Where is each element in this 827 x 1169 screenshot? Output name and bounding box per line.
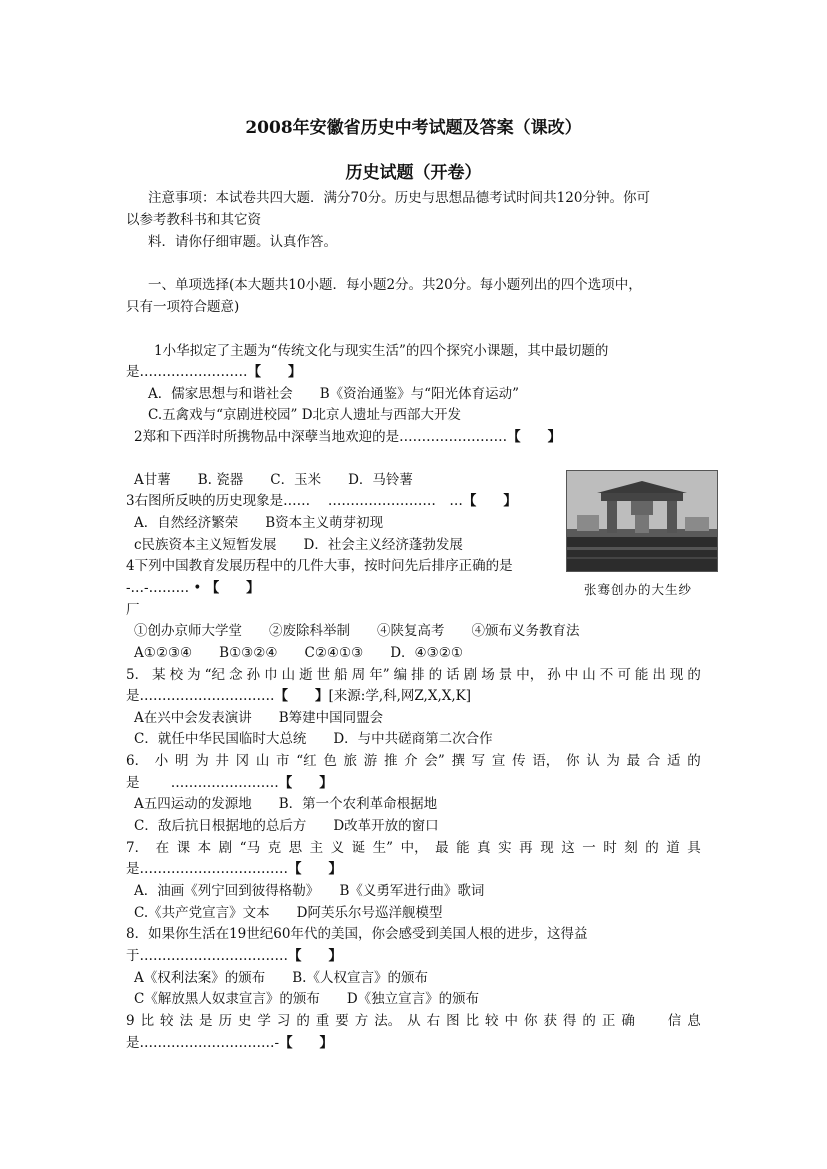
q7-word: 具: [687, 840, 701, 856]
q8-options-2: C《解放黑人奴隶宣言》的颁布 D《独立宣言》的颁布: [134, 991, 480, 1007]
q5-word: 船: [334, 667, 348, 683]
q5-word: 山: [281, 667, 296, 683]
q7-word: 思: [288, 840, 303, 856]
q1-options-2: C.五禽戏与“京剧进校园” D北京人遗址与西部大开发: [148, 407, 462, 423]
q6-word: 为: [195, 753, 209, 769]
q5-stem-dots: 是…………………………: [126, 688, 275, 704]
q7-options-2: C.《共产党宣言》文本 D阿芙乐尔号巡洋舰模型: [134, 905, 443, 921]
q9-word: 的: [582, 1013, 596, 1029]
q9-word: 比: [465, 1013, 480, 1029]
q7-word: 生”: [372, 840, 394, 856]
q6-word: 井: [215, 753, 229, 769]
q2-options: A甘薯 B. 瓷器 C．玉米 D．马铃薯: [134, 472, 413, 488]
q9-stem-dots: 是…………………………-: [126, 1035, 280, 1051]
q7-word: 克: [267, 840, 282, 856]
q1-stem-cont: [126, 362, 302, 382]
q5-word: 念: [229, 667, 243, 683]
q4-stem-cont: [126, 578, 260, 598]
q6-word: 你: [565, 753, 580, 769]
q7-word: 再: [519, 840, 533, 856]
notice-line-2: 以参考教科书和其它资: [126, 212, 261, 228]
q5-answer-bracket: 【 】: [274, 688, 329, 704]
q7-word: 诞: [351, 840, 366, 856]
q5-word: 不: [599, 667, 614, 683]
q6-options-1: A五四运动的发源地 B．第一个农利革命根据地: [134, 796, 438, 812]
q9-word: 你: [523, 1013, 538, 1029]
q7-stem-cont: [126, 859, 342, 879]
q7-options-1: A．油画《列宁回到彼得格勒》 B《义勇军进行曲》歌词: [134, 883, 485, 899]
q6-stem-cont: [126, 773, 333, 793]
q2-stem-text: 2郑和下西洋时所携物品中深孽当地欢迎的是……………………: [134, 429, 508, 445]
q6-word: 最: [626, 753, 641, 769]
q9-answer-bracket: 【 】: [279, 1035, 334, 1051]
q9-word: 较: [485, 1013, 499, 1029]
q5-word: 中: [564, 667, 579, 683]
q6-word: 会”: [424, 753, 445, 769]
q5-word: 可: [617, 667, 631, 683]
q4-stem: 4下列中国教育发展历程中的几件大事，按时问先后排序正确的是: [126, 558, 513, 574]
q9-word: 史: [237, 1013, 252, 1029]
q5-word: 孙: [246, 667, 261, 683]
q3-stem: [126, 491, 517, 511]
q3-answer-bracket: 【 】: [462, 493, 517, 509]
q8-stem: 8．如果你生活在19世纪60年代的美国，你会感受到美国人根的进步，这得益: [126, 926, 588, 942]
q9-word: 中: [504, 1013, 518, 1029]
q7-word: 能: [456, 840, 470, 856]
section-heading-line-2: 只有一项符合题意): [126, 299, 240, 315]
q9-stem: [126, 1011, 701, 1031]
q6-word: 语，: [532, 753, 560, 769]
q7-word: 的: [645, 840, 659, 856]
q9-word: 是: [198, 1013, 213, 1029]
q7-stem-dots: 是……………………………: [126, 861, 288, 877]
q7-word: 课: [176, 840, 191, 856]
q4-items: ①创办京师大学堂 ②废除科举制 ④陕复高考 ④颁布义务教育法: [134, 623, 580, 639]
q5-word: 逝: [299, 667, 313, 683]
q9-word: 正: [601, 1013, 616, 1029]
section-heading-line-1: 一、单项选择(本大题共10小题．每小题2分。共20分。每小题列出的四个选项中，: [148, 277, 642, 293]
q5-word: 某: [152, 667, 166, 683]
q1-options-1: A．儒家思想与和谐社会 B《资治通鉴》与“阳光体育运动”: [148, 386, 519, 402]
q7-word: 中，: [400, 840, 428, 856]
q9-word: 重: [315, 1013, 330, 1029]
q7-word: 刻: [624, 840, 638, 856]
q5-word: 孙: [547, 667, 561, 683]
q5-word: 的: [428, 667, 443, 683]
q9-word: 从: [407, 1013, 421, 1029]
q6-word: 宣: [491, 753, 506, 769]
q9-word: 法。: [374, 1013, 402, 1029]
q8-options-1: A《权利法案》的颁布 B.《人权宣言》的颁布: [134, 970, 428, 986]
q6-word: 明: [175, 753, 189, 769]
q7-word: “马: [239, 840, 261, 856]
q7-word: 实: [498, 840, 512, 856]
q6-word: 的: [687, 753, 701, 769]
q5-word: 编: [393, 667, 408, 683]
q7-answer-bracket: 【 】: [288, 861, 342, 877]
q5-word: 话: [446, 667, 460, 683]
q5-word: 景: [498, 667, 513, 683]
q9-word: 9: [126, 1013, 135, 1029]
q5-word: 山: [582, 667, 596, 683]
q6-word: 为: [606, 753, 620, 769]
q5-stem: [126, 665, 701, 685]
q6-word: 推: [383, 753, 398, 769]
q7-word: 剧: [218, 840, 233, 856]
q5-word: 出: [652, 667, 666, 683]
q4-stem-dots: -…-……… •: [126, 580, 202, 596]
q6-options-2: C．敌后抗日根据地的总后方 D改革开放的窗口: [134, 818, 439, 834]
q6-word: 旅: [343, 753, 358, 769]
q5-word: 5．: [126, 667, 149, 683]
q9-word: 方: [354, 1013, 369, 1029]
q9-word: 得: [562, 1013, 577, 1029]
q6-word: 撰: [451, 753, 465, 769]
q5-word: 排: [411, 667, 425, 683]
q9-word: 的: [296, 1013, 310, 1029]
q7-word: 7．: [126, 840, 149, 856]
q6-word: 山: [255, 753, 270, 769]
document-title: 2008年安徽省历史中考试题及答案（课改）: [245, 118, 582, 138]
q5-word: 中，: [516, 667, 544, 683]
q3-options-1: A．自然经济繁荣 B资本主义萌芽初现: [134, 515, 384, 531]
q8-stem-dots: 于……………………………: [126, 948, 288, 964]
q6-word: 适: [666, 753, 681, 769]
q3-options-2: c民族资本主义短暂发展 D．社会主义经济蓬勃发展: [134, 537, 463, 553]
q6-word: 传: [512, 753, 526, 769]
q5-word: 场: [481, 667, 495, 683]
q9-word: 图: [446, 1013, 460, 1029]
document-subtitle: 历史试题（开卷）: [345, 163, 482, 183]
q9-word: 比: [140, 1013, 155, 1029]
q2-stem: [134, 427, 561, 447]
q2-answer-bracket: 【 】: [507, 429, 562, 445]
q5-word: 现: [669, 667, 684, 683]
q9-word: 较: [160, 1013, 174, 1029]
q6-word: 小: [154, 753, 169, 769]
q5-options-2: C．就任中华民国临时大总统 D．与中共磋商第二次合作: [134, 731, 493, 747]
q7-stem: [126, 838, 701, 858]
q1-stem-dots: 是……………………: [126, 364, 248, 380]
q7-word: 最: [435, 840, 449, 856]
q6-word: 6．: [126, 753, 149, 769]
q5-source-note: [来源:学,科,网Z,X,X,K]: [328, 688, 471, 704]
q4-answer-bracket: 【 】: [205, 580, 260, 596]
q6-word: 冈: [235, 753, 250, 769]
q7-word: 主: [309, 840, 324, 856]
q9-word: 息: [687, 1013, 701, 1029]
q7-word: 时: [603, 840, 617, 856]
q5-word: “纪: [204, 667, 226, 683]
q7-word: 现: [540, 840, 554, 856]
q5-word: 剧: [463, 667, 478, 683]
q6-word: 色: [323, 753, 337, 769]
q7-word: 道: [666, 840, 680, 856]
dasheng-mill-photo: [566, 470, 718, 572]
q9-word: 习: [276, 1013, 291, 1029]
q6-stem-dots: 是 ……………………: [126, 775, 279, 791]
q5-word: 为: [187, 667, 201, 683]
q9-word: 要: [335, 1013, 349, 1029]
q8-stem-cont: [126, 946, 342, 966]
q8-answer-bracket: 【 】: [288, 948, 342, 964]
q7-word: 在: [155, 840, 170, 856]
q9-word: 法: [179, 1013, 193, 1029]
q5-options-1: A在兴中会发表演讲 B筹建中国同盟会: [134, 710, 384, 726]
q3-stem-text: 3右图所反映的历史现象是…… …………………… …: [126, 493, 463, 509]
q5-word: 的: [687, 667, 701, 683]
q9-word: 信: [640, 1013, 682, 1029]
notice-line-1: 注意事项：本试卷共四大题．满分70分。历史与思想品德考试时间共120分钟。你可: [148, 190, 650, 206]
q5-stem-cont: [126, 686, 471, 706]
q7-word: 义: [330, 840, 345, 856]
q5-word: 校: [169, 667, 184, 683]
q5-word: 年”: [369, 667, 390, 683]
notice-line-3: 料．请你仔细审题。认真作答。: [148, 234, 337, 250]
q6-word: 介: [404, 753, 418, 769]
q6-word: 合: [646, 753, 661, 769]
q5-word: 能: [634, 667, 649, 683]
q7-word: 一: [582, 840, 596, 856]
q6-answer-bracket: 【 】: [278, 775, 333, 791]
photo-caption-cont: 厂: [126, 602, 140, 618]
q9-word: 获: [543, 1013, 557, 1029]
q9-word: 学: [257, 1013, 271, 1029]
q6-word: 游: [363, 753, 378, 769]
q6-word: “红: [296, 753, 317, 769]
q1-answer-bracket: 【 】: [247, 364, 302, 380]
q6-word: 认: [586, 753, 600, 769]
q7-word: 这: [561, 840, 575, 856]
q5-word: 巾: [264, 667, 278, 683]
photo-caption: 张骞创办的大生纱: [584, 582, 693, 597]
q9-stem-cont: [126, 1033, 333, 1053]
q6-word: 市: [276, 753, 290, 769]
q5-word: 周: [351, 667, 366, 683]
q6-word: 写: [471, 753, 486, 769]
q6-stem: [126, 751, 701, 771]
q9-word: 确: [621, 1013, 635, 1029]
q5-word: 世: [316, 667, 331, 683]
q7-word: 真: [477, 840, 491, 856]
q4-options: A①②③④ B①③②④ C②④①③ D．④③②①: [134, 645, 463, 661]
q1-stem: 1小华拟定了主题为“传统文化与现实生活”的四个探究小课题，其中最切题的: [154, 343, 609, 359]
memorial-gate-illustration: [567, 471, 717, 571]
q9-word: 历: [218, 1013, 232, 1029]
q9-word: 右: [426, 1013, 441, 1029]
q7-word: 本: [197, 840, 212, 856]
